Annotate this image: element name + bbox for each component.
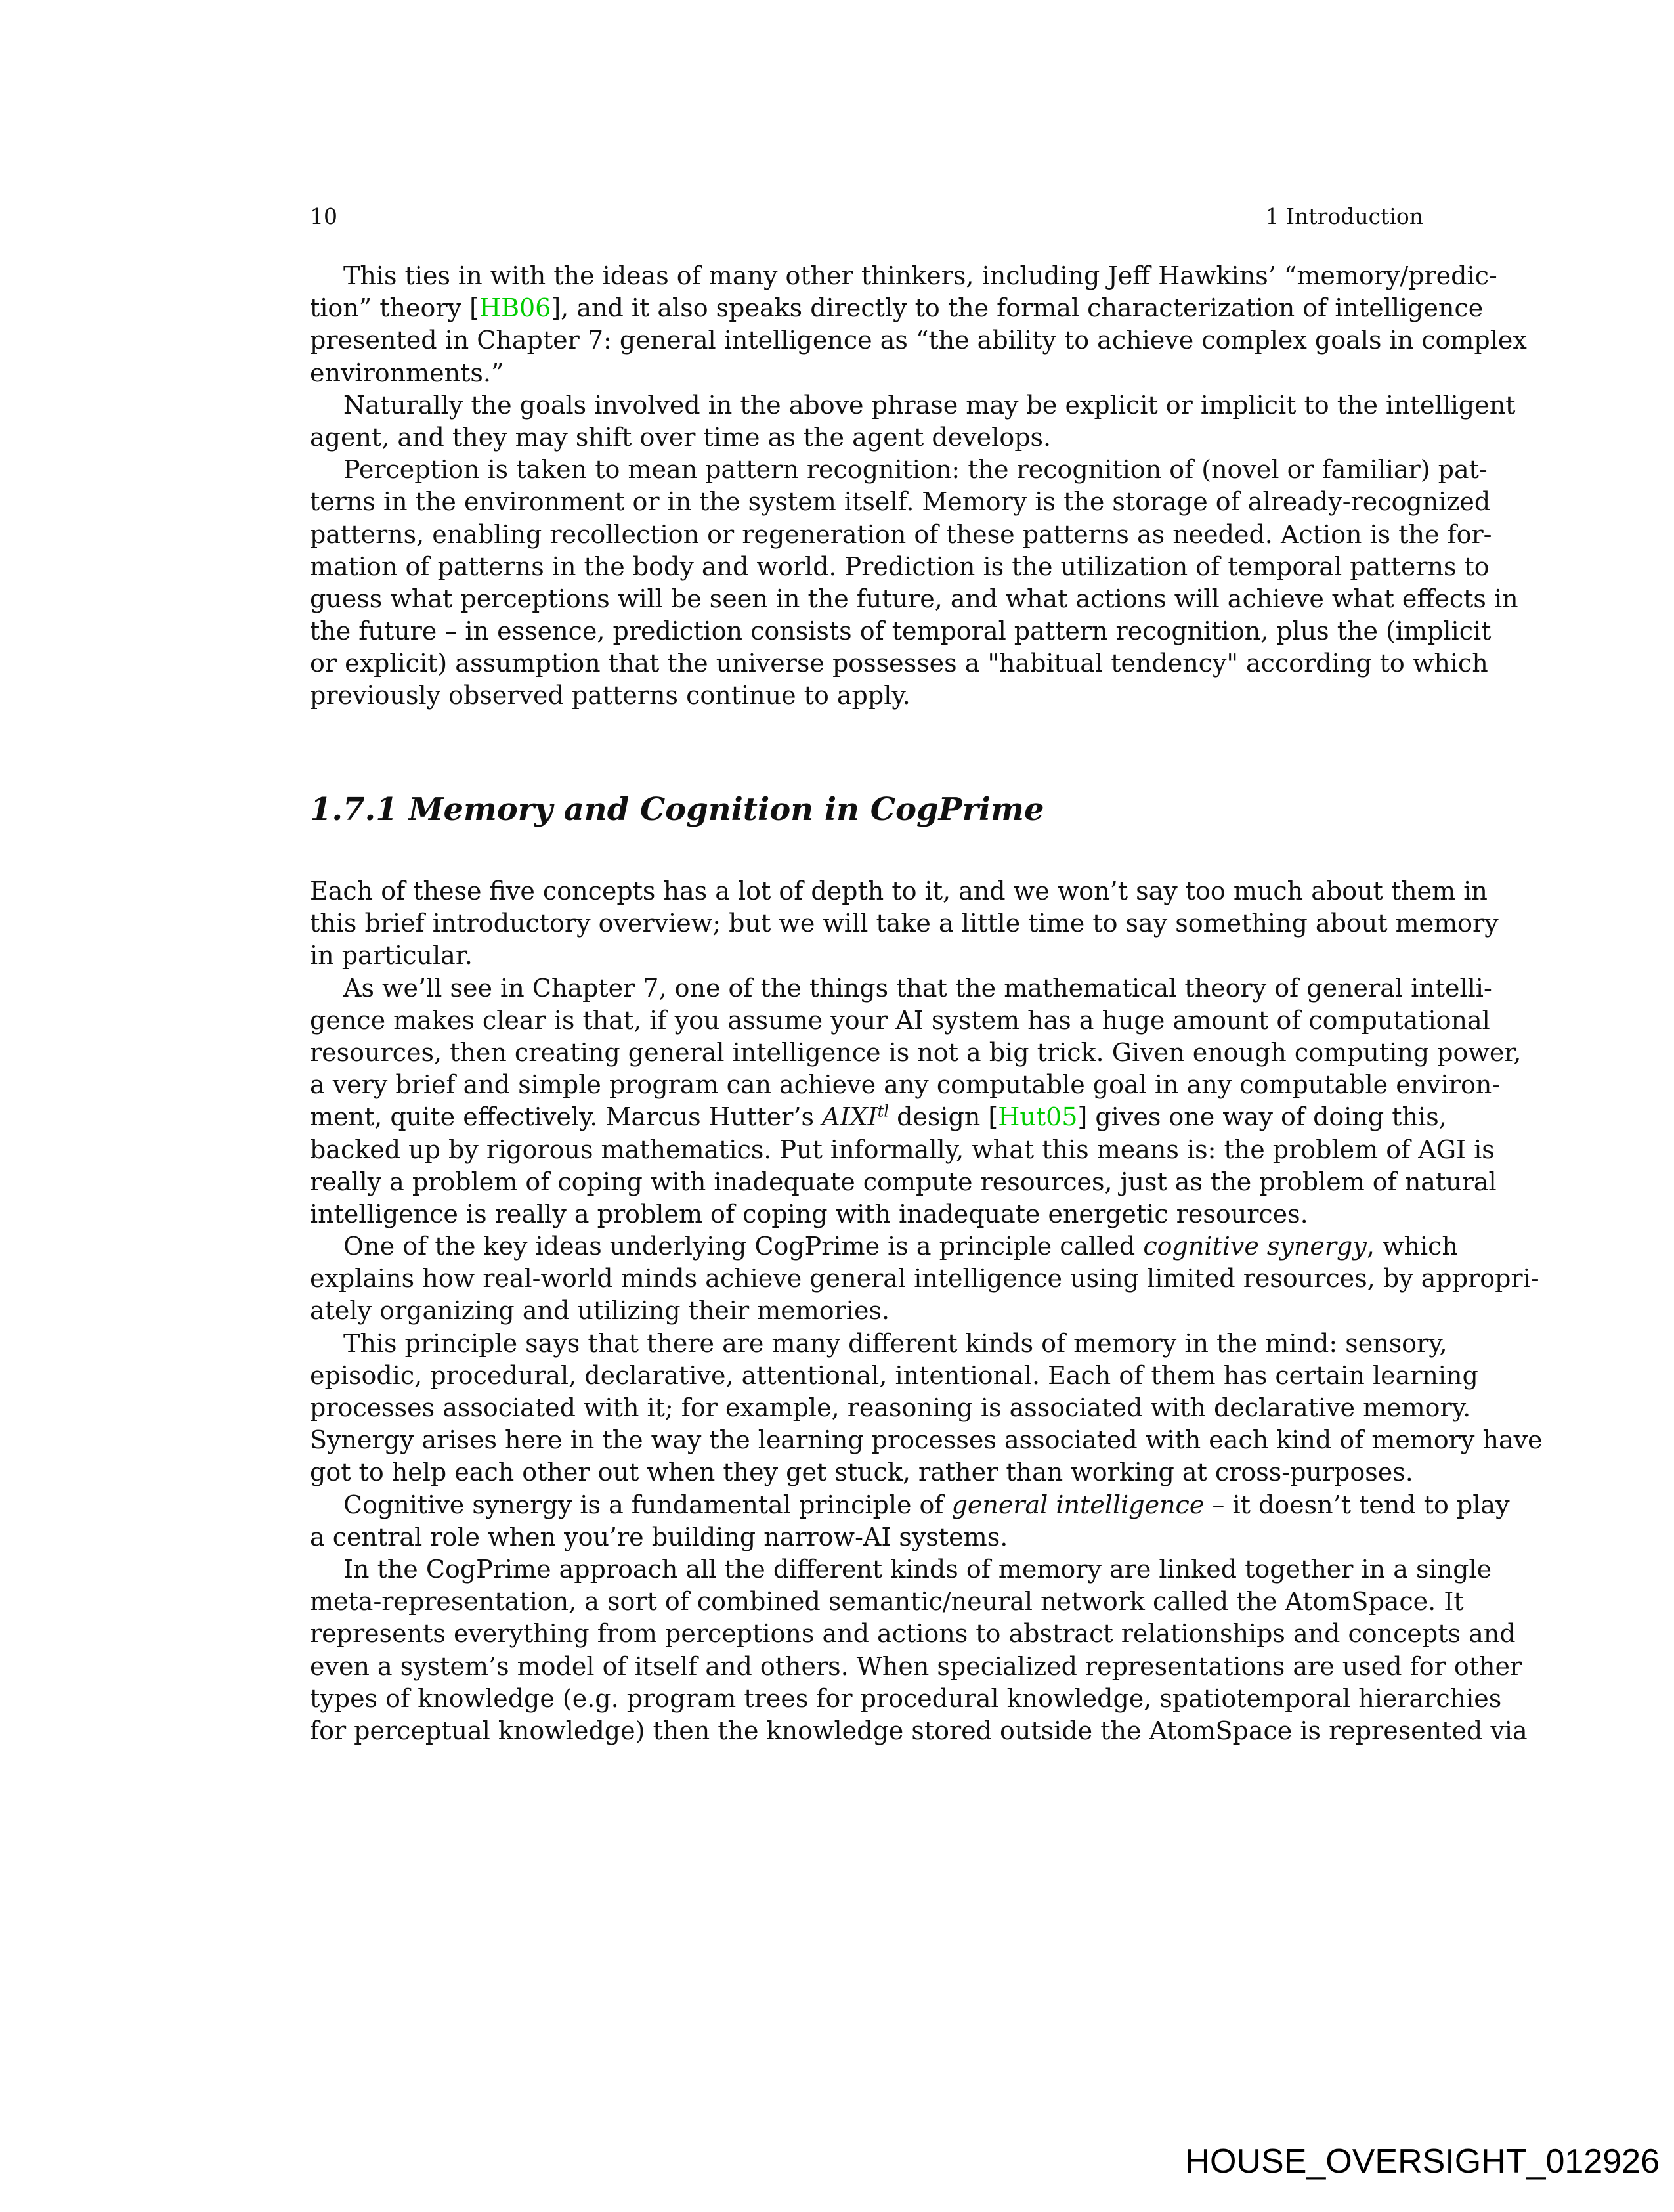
text-line: got to help each other out when they get stuck, rather than working at cross-purposes.	[310, 1458, 1413, 1487]
paragraph	[310, 454, 1518, 712]
text-line: processes associated with it; for example, reasoning is associated with declarative memory.	[310, 1393, 1471, 1422]
text-line: This principle says that there are many different kinds of memory in the mind: sensory,	[343, 1328, 1448, 1358]
text-line: tion” theory [HB06], and it also speaks directly to the formal characterization of intelligence	[310, 293, 1484, 323]
text-line: in particular.	[310, 941, 473, 970]
text-line: Cognitive synergy is a fundamental principle of general intelligence – it doesn’t tend to play	[343, 1490, 1510, 1519]
body-text-block-1	[310, 260, 1527, 712]
text-line: really a problem of coping with inadequate compute resources, just as the problem of natural	[310, 1167, 1497, 1196]
text-line: the future – in essence, prediction consists of temporal pattern recognition, plus the (implicit	[310, 617, 1492, 646]
text-line: a central role when you’re building narrow-AI systems.	[310, 1522, 1008, 1551]
text-line: agent, and they may shift over time as the agent develops.	[310, 422, 1052, 452]
text-line: types of knowledge (e.g. program trees for procedural knowledge, spatiotemporal hierarchies	[310, 1683, 1502, 1713]
text-line: mation of patterns in the body and world. Prediction is the utilization of temporal patterns to	[310, 552, 1490, 581]
text-line: meta-representation, a sort of combined semantic/neural network called the AtomSpace. It	[310, 1587, 1464, 1616]
citation-link[interactable]: HB06	[479, 293, 551, 323]
paragraph	[310, 260, 1527, 389]
text-line: Synergy arises here in the way the learning processes associated with each kind of memory have	[310, 1425, 1543, 1455]
text-line: explains how real-world minds achieve general intelligence using limited resources, by appropri-	[310, 1264, 1539, 1293]
paragraph	[310, 1328, 1543, 1489]
paragraph	[310, 1489, 1510, 1553]
text-line: previously observed patterns continue to apply.	[310, 681, 911, 710]
section-heading: 1.7.1 Memory and Cognition in CogPrime	[310, 791, 1044, 828]
paragraph	[310, 389, 1516, 454]
page-number: 10	[310, 204, 337, 229]
text-line: This ties in with the ideas of many other thinkers, including Jeff Hawkins’ “memory/predic-	[343, 261, 1497, 290]
text-line: terns in the environment or in the system itself. Memory is the storage of already-recognized	[310, 487, 1491, 517]
text-line: environments.”	[310, 358, 504, 387]
text-line: ately organizing and utilizing their memories.	[310, 1296, 890, 1326]
text-line: presented in Chapter 7: general intelligence as “the ability to achieve complex goals in complex	[310, 326, 1527, 355]
text-line: One of the key ideas underlying CogPrime is a principle called cognitive synergy, which	[343, 1232, 1458, 1261]
text-line: ment, quite effectively. Marcus Hutter’s $AIXI^{tl}$ design [Hut05] gives one way of doing this,	[310, 1102, 1447, 1132]
emphasis-text: general intelligence	[951, 1490, 1205, 1519]
text-line: episodic, procedural, declarative, attentional, intentional. Each of them has certain learning	[310, 1360, 1478, 1390]
text-line: represents everything from perceptions and actions to abstract relationships and concepts and	[310, 1619, 1516, 1649]
emphasis-text: AIXI	[822, 1102, 878, 1132]
text-line: patterns, enabling recollection or regeneration of these patterns as needed. Action is the for-	[310, 519, 1492, 549]
paragraph	[310, 1553, 1528, 1747]
text-line: Naturally the goals involved in the above phrase may be explicit or implicit to the intelligent	[343, 390, 1516, 420]
text-line: In the CogPrime approach all the different kinds of memory are linked together in a single	[343, 1554, 1492, 1584]
citation-link[interactable]: Hut05	[998, 1102, 1078, 1132]
text-line: a very brief and simple program can achieve any computable goal in any computable environ-	[310, 1070, 1501, 1100]
paragraph	[310, 1230, 1539, 1328]
paragraph	[310, 875, 1499, 972]
text-line: guess what perceptions will be seen in the future, and what actions will achieve what effects in	[310, 584, 1518, 613]
text-line: As we’ll see in Chapter 7, one of the things that the mathematical theory of general intelli-	[343, 973, 1492, 1003]
running-head: 1 Introduction	[1265, 204, 1423, 229]
text-line: even a system’s model of itself and others. When specialized representations are used for other	[310, 1651, 1522, 1681]
emphasis-text: cognitive synergy	[1143, 1232, 1367, 1261]
text-line: for perceptual knowledge) then the knowledge stored outside the AtomSpace is represented via	[310, 1716, 1528, 1745]
text-line: gence makes clear is that, if you assume your AI system has a huge amount of computational	[310, 1005, 1490, 1035]
superscript: tl	[877, 1102, 889, 1121]
paragraph	[310, 972, 1522, 1231]
text-line: intelligence is really a problem of coping with inadequate energetic resources.	[310, 1199, 1308, 1228]
text-line: or explicit) assumption that the universe possesses a "habitual tendency" according to which	[310, 649, 1488, 678]
body-text-block-2	[310, 875, 1543, 1747]
footer-bates-number: HOUSE_OVERSIGHT_012926	[1185, 2142, 1660, 2180]
text-line: resources, then creating general intelligence is not a big trick. Given enough computing power,	[310, 1037, 1522, 1067]
text-line: Perception is taken to mean pattern recognition: the recognition of (novel or familiar) pat-	[343, 455, 1488, 485]
text-line: backed up by rigorous mathematics. Put informally, what this means is: the problem of AGI is	[310, 1135, 1495, 1164]
text-line: this brief introductory overview; but we will take a little time to say something about memory	[310, 909, 1499, 938]
text-line: Each of these five concepts has a lot of depth to it, and we won’t say too much about them in	[310, 877, 1488, 905]
